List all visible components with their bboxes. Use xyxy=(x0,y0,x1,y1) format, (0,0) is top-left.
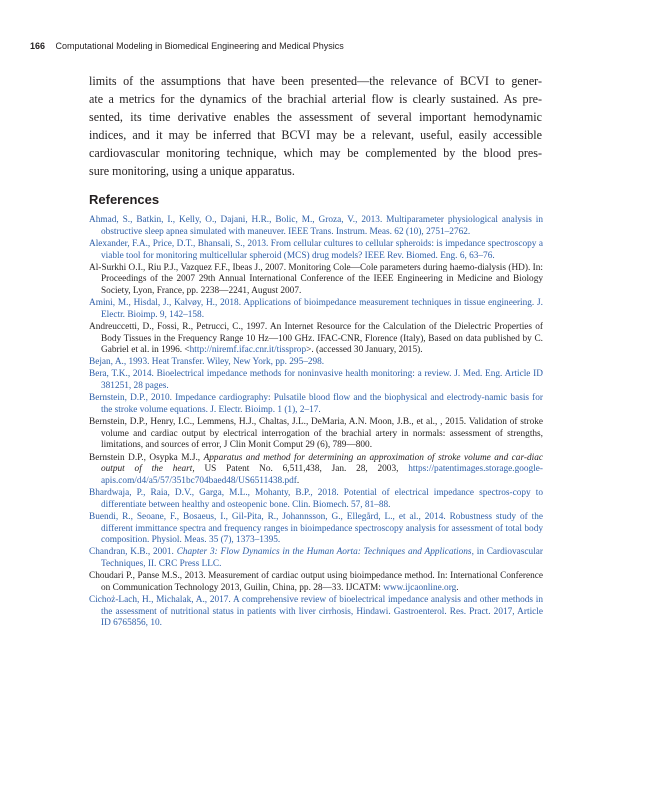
body-line: ate a metrics for the dynamics of the brachial arterial flow is clearly sustained. As pre- xyxy=(89,92,542,107)
reference-text: US Patent No. 6,511,438, Jan. 28, 2003, xyxy=(194,464,409,475)
reference-item[interactable] xyxy=(89,239,543,262)
reference-item[interactable] xyxy=(89,512,543,547)
reference-italic: Apparatus and method for determining an approximation of stroke volume and car-diac output of the heart, xyxy=(101,452,543,475)
references-heading: References xyxy=(89,192,160,207)
reference-text: Andreuccetti, D., Fossi, R., Petrucci, C., 1997. An Internet Resource for the Calculation of the Dielectric Properties of Body Tissues in the Frequency Range 10 Hz—100 GHz. IFAC-CNR, Florence (Italy), Based on data published by C. Gabriel et al. in 1996. < xyxy=(89,321,543,356)
reference-item xyxy=(89,453,543,488)
reference-text: Cichoż-Lach, H., Michalak, A., 2017. A comprehensive review of bioelectrical impedance analysis and other methods in the assessment of nutritional status in patients with liver cirrhosis, Hindawi. Gastroenterol. Res. Pract. 2017, Article ID 6765856, 10. xyxy=(89,594,543,629)
body-line: indices, and it may be inferred that BCVI may be a relevant, useful, easily accessible xyxy=(89,128,542,143)
running-header xyxy=(30,41,344,51)
reference-text: Bejan, A., 1993. Heat Transfer. Wiley, New York, pp. 295–298. xyxy=(89,357,325,368)
reference-list xyxy=(89,215,543,630)
reference-item[interactable] xyxy=(89,369,543,392)
reference-text: . xyxy=(296,475,300,486)
reference-item[interactable] xyxy=(89,595,543,630)
reference-text: Bera, T.K., 2014. Bioelectrical impedance methods for noninvasive health monitoring: a review. J. Med. Eng. Article ID 381251, 28 pages. xyxy=(89,369,543,392)
reference-text: , in Cardiovascular Techniques, II. CRC Press LLC. xyxy=(101,547,543,570)
reference-text: Amini, M., Hisdal, J., Kalvøy, H., 2018. Applications of bioimpedance measurement techniques in tissue engineering. J. Electr. Bioimp. 9, 142–158. xyxy=(89,298,543,320)
body-line: sented, its time derivative enables the assessment of several important hemodynamic xyxy=(89,110,542,125)
running-title: Computational Modeling in Biomedical Engineering and Medical Physics xyxy=(55,41,344,51)
body-line: cardiovascular monitoring technique, which may be complemented by the blood pres- xyxy=(89,146,542,161)
page-number: 166 xyxy=(30,41,46,51)
reference-item[interactable] xyxy=(89,547,543,570)
reference-item xyxy=(89,417,543,452)
reference-text: . xyxy=(456,582,459,593)
reference-text: Bernstein, D.P., Henry, I.C., Lemmens, H.J., Chaltas, J.L., DeMaria, A.N. Moon, J.B., et al., , 2015. Validation of stroke volume and cardiac output by electrical interrogation of the brachial artery in normals: assessment of strengths, limitations, and sources of error, J Clin Monit Comput 29 (6), 789—800. xyxy=(89,417,543,451)
reference-item[interactable] xyxy=(89,215,543,238)
reference-url[interactable]: http://niremf.ifac.cnr.it/tissprop xyxy=(189,345,307,356)
reference-item xyxy=(89,571,543,594)
reference-item xyxy=(89,263,543,298)
reference-text: Bernstein D.P., Osypka M.J., xyxy=(89,452,204,463)
reference-item[interactable] xyxy=(89,488,543,511)
reference-text: Choudari P., Panse M.S., 2013. Measurement of cardiac output using bioimpedance method. In: International Conference on Communication Technology 2013, Guilin, China, pp. 28—33. IJCATM: xyxy=(89,571,543,593)
reference-text: Ahmad, S., Batkin, I., Kelly, O., Dajani, H.R., Bolic, M., Groza, V., 2013. Multiparameter physiological analysis in obstructive sleep apnea simulated with maneuver. IEEE Trans. Instrum. Meas. 62 (10), 2751–2762. xyxy=(89,215,543,237)
reference-item[interactable] xyxy=(89,298,543,321)
reference-text: Bhardwaja, P., Raia, D.V., Garga, M.L., Mohanty, B.P., 2018. Potential of electrical impedance spectros-copy to differentiate between healthy and osteopenic bone. Clin. Biomech. 57, 81–88. xyxy=(89,488,543,510)
reference-item[interactable] xyxy=(89,393,543,416)
reference-item xyxy=(89,322,543,357)
reference-url[interactable]: https://patentimages.storage.google-apis.com/d4/a5/57/351bc704baed48/US6511438.pdf xyxy=(101,464,543,486)
body-line: sure monitoring, using a unique apparatus. xyxy=(89,164,295,179)
reference-url[interactable]: www.ijcaonline.org xyxy=(383,582,457,593)
reference-text: Alexander, F.A., Price, D.T., Bhansali, S., 2013. From cellular cultures to cellular spheroids: is impedance spectroscopy a viable tool for monitoring multicellular spheroid (MCS) drug models? IEEE Rev. Biomed. Eng. 6, 63–76. xyxy=(89,238,543,261)
reference-text: >. (accessed 30 January, 2015). xyxy=(306,345,423,356)
reference-text: Bernstein, D.P., 2010. Impedance cardiography: Pulsatile blood flow and the biophysical and electrody-namic basis for the stroke volume equations. J. Electr. Bioimp. 1 (1), 2–17. xyxy=(89,393,543,415)
reference-italic: Chapter 3: Flow Dynamics in the Human Aorta: Techniques and Applications xyxy=(176,547,472,558)
reference-text: Chandran, K.B., 2001. xyxy=(89,547,177,558)
body-line: limits of the assumptions that have been presented—the relevance of BCVI to gener- xyxy=(89,74,542,88)
reference-text: Al-Surkhi O.I., Riu P.J., Vazquez F.F., Ibeas J., 2007. Monitoring Cole—Cole parameters during haemo-dialysis (HD). In: Proceedings of the 2007 29th Annual International Conference of the IEEE Engineering in Medicine and Biology Society, Lyon, France, pp. 2238—2241, August 2007. xyxy=(89,262,543,296)
body-paragraph xyxy=(89,72,542,181)
reference-text: Buendi, R., Seoane, F., Bosaeus, I., Gil-Pita, R., Johannsson, G., Ellegård, L., et al., 2014. Robustness study of the different immittance spectra and frequency ranges in bioimpedance spectroscopy analysis for assessment of total body composition. Physiol. Meas. 35 (7), 1373–1395. xyxy=(89,511,543,546)
reference-item[interactable] xyxy=(89,357,543,369)
